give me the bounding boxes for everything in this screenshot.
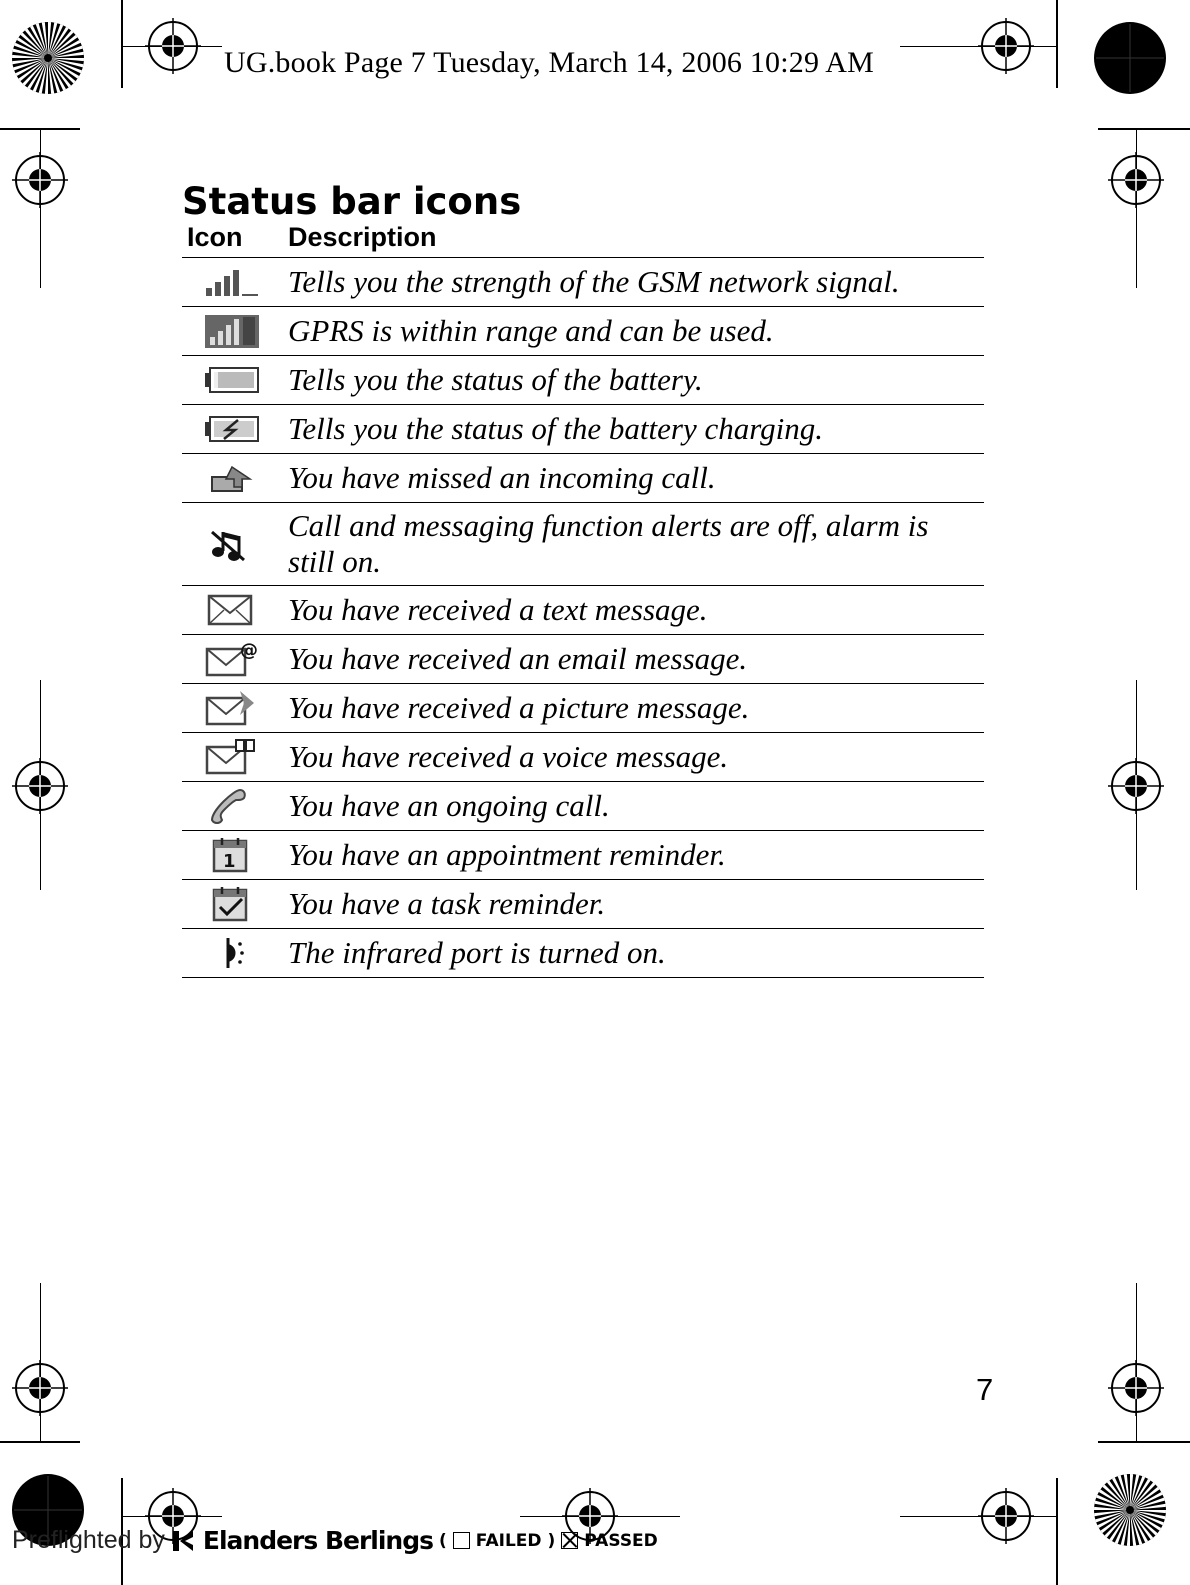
svg-text:@: @	[240, 640, 258, 661]
row-description: You have missed an incoming call.	[288, 460, 716, 495]
battery-charging-icon	[204, 414, 260, 444]
row-description: Tells you the status of the battery charging.	[288, 411, 824, 446]
task-reminder-icon	[204, 885, 260, 923]
registration-mark-icon	[12, 152, 68, 208]
row-description: You have an ongoing call.	[288, 788, 610, 823]
table-row	[182, 307, 984, 356]
registration-mark-icon	[1108, 1360, 1164, 1416]
row-description: Tells you the status of the battery.	[288, 362, 703, 397]
row-description: Call and messaging function alerts are off, alarm is still on.	[288, 508, 929, 579]
column-header-description: Description	[288, 222, 437, 252]
battery-icon	[204, 365, 260, 395]
preflight-label: Preflighted by	[12, 1526, 165, 1554]
page-number: 7	[976, 1372, 994, 1407]
infrared-port-icon	[204, 934, 260, 972]
table-row	[182, 356, 984, 405]
row-description: You have an appointment reminder.	[288, 837, 726, 872]
voice-message-icon	[204, 738, 260, 776]
row-description: You have received an email message.	[288, 641, 748, 676]
svg-text:1: 1	[223, 851, 236, 872]
registration-mark-icon	[12, 758, 68, 814]
email-message-icon	[204, 640, 260, 678]
table-row	[182, 880, 984, 929]
registration-mark-icon	[1108, 758, 1164, 814]
failed-checkbox	[453, 1532, 470, 1549]
silent-mode-icon	[204, 524, 260, 564]
preflight-stamp: Preflighted by Elanders Berlings ( FAILED ) PASSED	[12, 1526, 658, 1555]
column-header-icon: Icon	[187, 222, 243, 252]
table-row	[182, 733, 984, 782]
appointment-reminder-icon	[204, 836, 260, 874]
starburst-target-icon	[10, 20, 86, 96]
table-row	[182, 503, 984, 586]
registration-mark-icon	[978, 18, 1034, 74]
row-description: You have received a text message.	[288, 592, 708, 627]
preflight-brand: Elanders Berlings	[202, 1526, 434, 1555]
registration-mark-icon	[1108, 152, 1164, 208]
table-row	[182, 684, 984, 733]
starburst-target-icon	[1092, 1472, 1168, 1548]
table-row	[182, 405, 984, 454]
row-description: GPRS is within range and can be used.	[288, 313, 774, 348]
page-title: Status bar icons	[182, 180, 522, 223]
picture-message-icon	[204, 689, 260, 727]
row-description: Tells you the strength of the GSM network signal.	[288, 264, 900, 299]
registration-mark-icon	[145, 18, 201, 74]
row-description: You have received a voice message.	[288, 739, 729, 774]
passed-label: PASSED	[584, 1530, 658, 1551]
table-row	[182, 929, 984, 978]
registration-mark-icon	[12, 1360, 68, 1416]
row-description: You have a task reminder.	[288, 886, 606, 921]
table-row	[182, 454, 984, 503]
table-row	[182, 586, 984, 635]
passed-checkbox	[561, 1532, 578, 1549]
print-slug: UG.book Page 7 Tuesday, March 14, 2006 10:29 AM	[224, 46, 874, 79]
table-row	[182, 831, 984, 880]
table-row	[182, 782, 984, 831]
failed-label: FAILED	[475, 1530, 542, 1551]
gprs-icon	[204, 313, 260, 349]
row-description: You have received a picture message.	[288, 690, 750, 725]
table-row	[182, 258, 984, 307]
density-target-icon	[1092, 20, 1168, 96]
signal-strength-icon	[204, 266, 260, 298]
status-icons-table	[182, 257, 984, 978]
missed-call-icon	[204, 461, 260, 495]
text-message-icon	[204, 593, 260, 627]
row-description: The infrared port is turned on.	[288, 935, 666, 970]
table-row	[182, 635, 984, 684]
registration-mark-icon	[978, 1488, 1034, 1544]
elanders-logo-icon	[171, 1529, 197, 1553]
ongoing-call-icon	[204, 786, 260, 826]
